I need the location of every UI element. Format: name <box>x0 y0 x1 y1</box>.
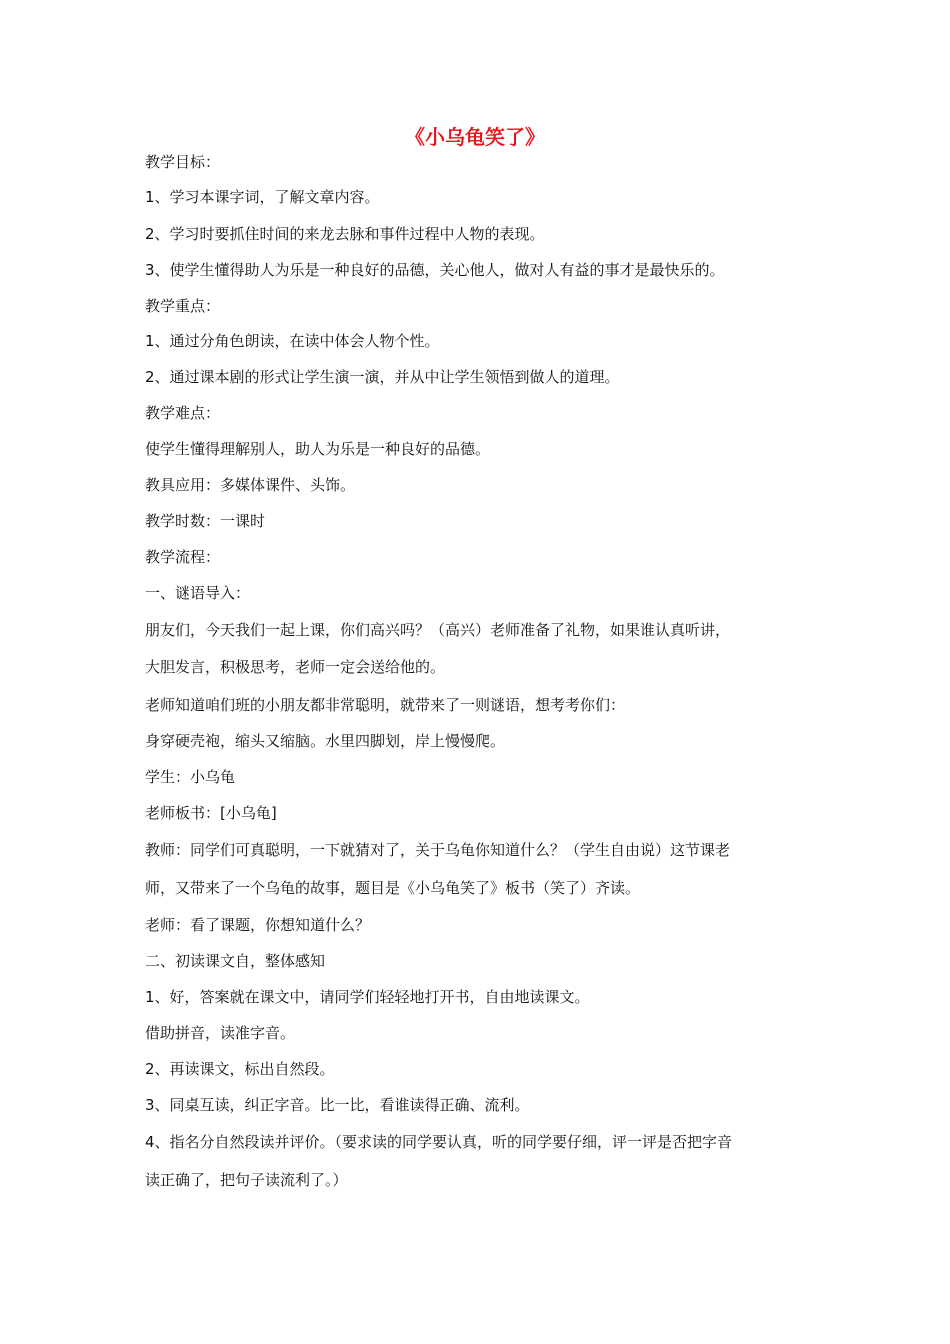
document-title: 《小乌龟笑了》 <box>405 125 545 149</box>
objective-item-1: 1、学习本课字词，了解文章内容。 <box>145 188 380 206</box>
teaching-hours: 教学时数：一课时 <box>145 512 266 530</box>
paragraph-line: 1、好，答案就在课文中，请同学们轻轻地打开书，自由地读课文。 <box>145 988 590 1006</box>
paragraph-line: 借助拼音，读准字音。 <box>145 1024 296 1042</box>
difficulty-text: 使学生懂得理解别人，助人为乐是一种良好的品德。 <box>145 440 491 458</box>
section-heading-process: 教学流程： <box>145 548 221 566</box>
paragraph-line: 朋友们，今天我们一起上课，你们高兴吗？（高兴）老师准备了礼物，如果谁认真听讲， <box>145 621 731 639</box>
riddle-text: 身穿硬壳袍，缩头又缩脑。水里四脚划，岸上慢慢爬。 <box>145 732 506 750</box>
teaching-aids: 教具应用：多媒体课件、头饰。 <box>145 476 356 494</box>
paragraph-line: 3、同桌互读，纠正字音。比一比，看谁读得正确、流利。 <box>145 1096 530 1114</box>
keypoint-item-2: 2、通过课本剧的形式让学生演一演，并从中让学生领悟到做人的道理。 <box>145 368 620 386</box>
paragraph-line: 大胆发言，积极思考，老师一定会送给他的。 <box>145 658 446 676</box>
paragraph-line: 读正确了，把句子读流利了。） <box>145 1171 348 1189</box>
paragraph-line: 老师知道咱们班的小朋友都非常聪明，就带来了一则谜语，想考考你们： <box>145 696 626 714</box>
section-heading-objectives: 教学目标： <box>145 153 221 171</box>
paragraph-line: 4、指名分自然段读并评价。（要求读的同学要认真，听的同学要仔细，评一评是否把字音 <box>145 1133 733 1151</box>
blackboard-note: 老师板书：[小乌龟] <box>145 804 277 822</box>
paragraph-line: 老师：看了课题，你想知道什么？ <box>145 916 371 934</box>
objective-item-2: 2、学习时要抓住时间的来龙去脉和事件过程中人物的表现。 <box>145 225 545 243</box>
objective-item-3: 3、使学生懂得助人为乐是一种良好的品德，关心他人，做对人有益的事才是最快乐的。 <box>145 261 725 279</box>
section-heading-keypoints: 教学重点： <box>145 297 221 315</box>
step-heading-riddle: 一、谜语导入： <box>145 584 251 602</box>
paragraph-line: 2、再读课文，标出自然段。 <box>145 1060 335 1078</box>
keypoint-item-1: 1、通过分角色朗读，在读中体会人物个性。 <box>145 332 440 350</box>
paragraph-line: 教师：同学们可真聪明，一下就猜对了，关于乌龟你知道什么？（学生自由说）这节课老 <box>145 841 731 859</box>
step-heading-first-reading: 二、初读课文自，整体感知 <box>145 952 326 970</box>
section-heading-difficulty: 教学难点： <box>145 404 221 422</box>
student-answer: 学生：小乌龟 <box>145 768 236 786</box>
paragraph-line: 师，又带来了一个乌龟的故事，题目是《小乌龟笑了》板书（笑了）齐读。 <box>145 879 641 897</box>
